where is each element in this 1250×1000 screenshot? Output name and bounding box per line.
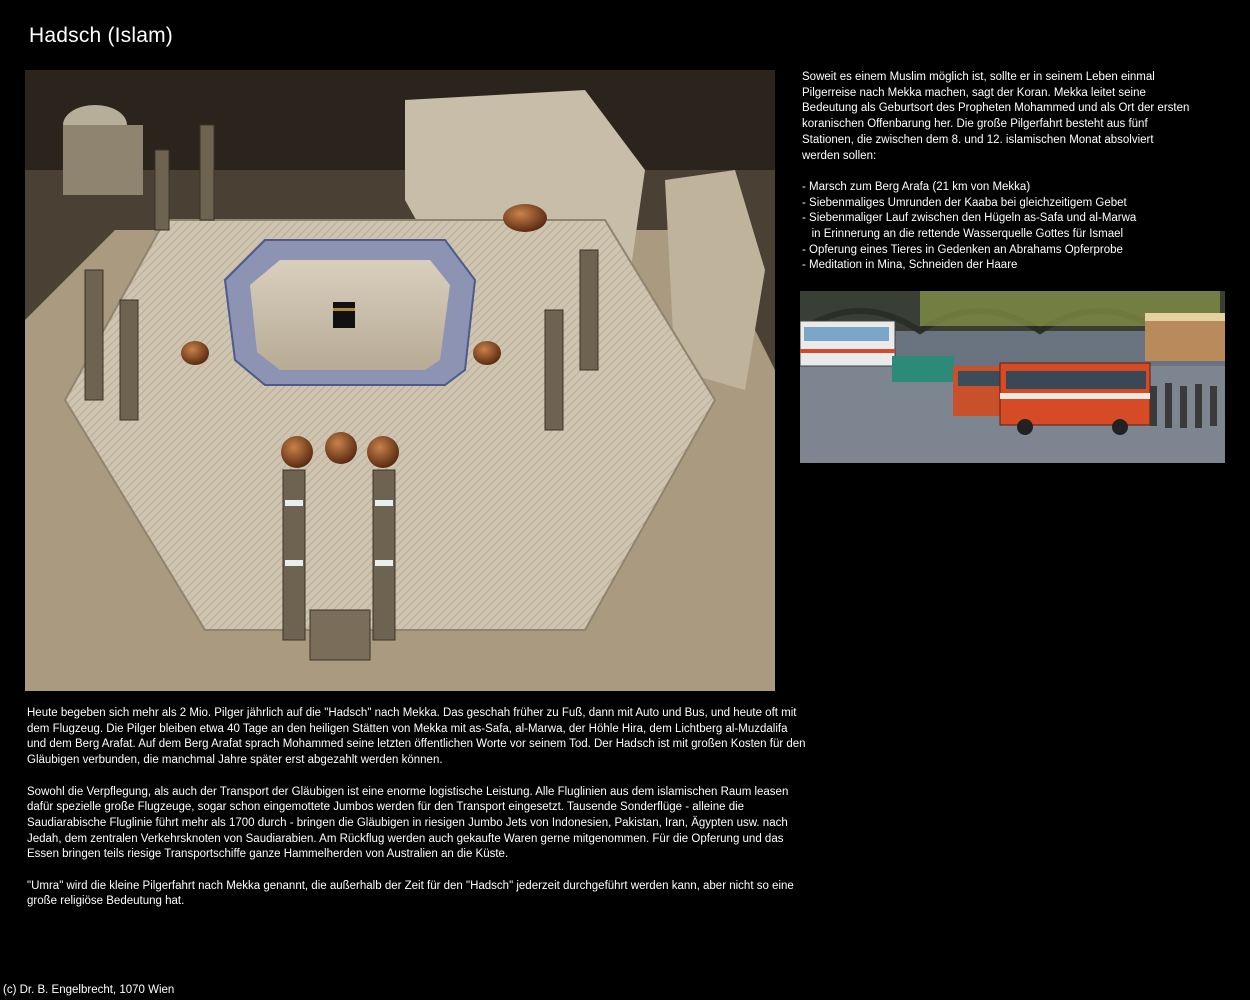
stations-list — [802, 180, 1192, 274]
list-item: - Opferung eines Tieres in Gedenken an Abrahams Opferprobe — [802, 243, 1123, 256]
list-item: - Siebenmaliges Umrunden der Kaaba bei gleichzeitigem Gebet — [802, 196, 1127, 209]
bus-station-illustration — [800, 291, 1225, 463]
mosque-model-photo — [25, 70, 775, 691]
paragraph-pilgrims: Heute begeben sich mehr als 2 Mio. Pilger jährlich auf die "Hadsch" nach Mekka. Das geschah früher zu Fuß, dann mit Auto und Bus, und heute oft mit dem Flugzeug. Die Pilger bleiben etwa 40 Tage an den heiligen Stätten von Mekka mit as-Safa, al-Marwa, der Höhle Hira, dem Lichtberg al-Muzdalifa und dem Berg Arafat. Auf dem Berg Arafat sprach Mohammed seine letzten öffentlichen Worte vor seinem Tod. Der Hadsch ist mit großen Kosten für den Gläubigen verbunden, die manchmal Jahre später erst abgezahlt werden können. — [27, 707, 806, 767]
paragraph-umra: "Umra" wird die kleine Pilgerfahrt nach Mekka genannt, die außerhalb der Zeit für den "Hadsch" jederzeit durchgeführt werden kann, aber nicht so eine große religiöse Bedeutung hat. — [27, 879, 794, 908]
list-item: - Marsch zum Berg Arafa (21 km von Mekka) — [802, 180, 1031, 193]
intro-text: Soweit es einem Muslim möglich ist, sollte er in seinem Leben einmal Pilgerreise nach Mekka machen, sagt der Koran. Mekka leitet seine Bedeutung als Geburtsort des Propheten Mohammed und als Ort der ersten koranischen Offenbarung her. Die große Pilgerfahrt besteht aus fünf Stationen, die zwischen dem 8. und 12. islamischen Monat absolviert werden sollen: — [802, 71, 1190, 162]
page-title: Hadsch (Islam) — [29, 24, 173, 47]
list-item: in Erinnerung an die rettende Wasserquelle Gottes für Ismael — [802, 228, 1124, 241]
hajj-details — [27, 706, 807, 926]
hajj-intro — [802, 70, 1192, 274]
list-item: - Meditation in Mina, Schneiden der Haare — [802, 259, 1018, 272]
copyright-footer: (c) Dr. B. Engelbrecht, 1070 Wien — [3, 984, 175, 996]
list-item: - Siebenmaliger Lauf zwischen den Hügeln as-Safa und al-Marwa — [802, 212, 1137, 225]
paragraph-logistics: Sowohl die Verpflegung, als auch der Transport der Gläubigen ist eine enorme logistische Leistung. Alle Fluglinien aus dem islamischen Raum leasen dafür spezielle große Flugzeuge, sogar schon eingemottete Jumbos werden für den Transport eingesetzt. Tausende Sonderflüge - alleine die Saudiarabische Fluglinie führt mehr als 1700 durch - bringen die Gläubigen in riesigen Jumbo Jets von Indonesien, Pakistan, Iran, Ägypten usw. nach Jedah, dem zentralen Verkehrsknoten von Saudiarabien. Am Rückflug werden auch gekaufte Waren gerne mitgenommen. Für die Opferung und das Essen bringen teils riesige Transportschiffe ganze Hammelherden von Australien an die Küste. — [27, 785, 789, 861]
bus-station-photo — [800, 291, 1225, 463]
mosque-model-illustration — [25, 70, 775, 691]
